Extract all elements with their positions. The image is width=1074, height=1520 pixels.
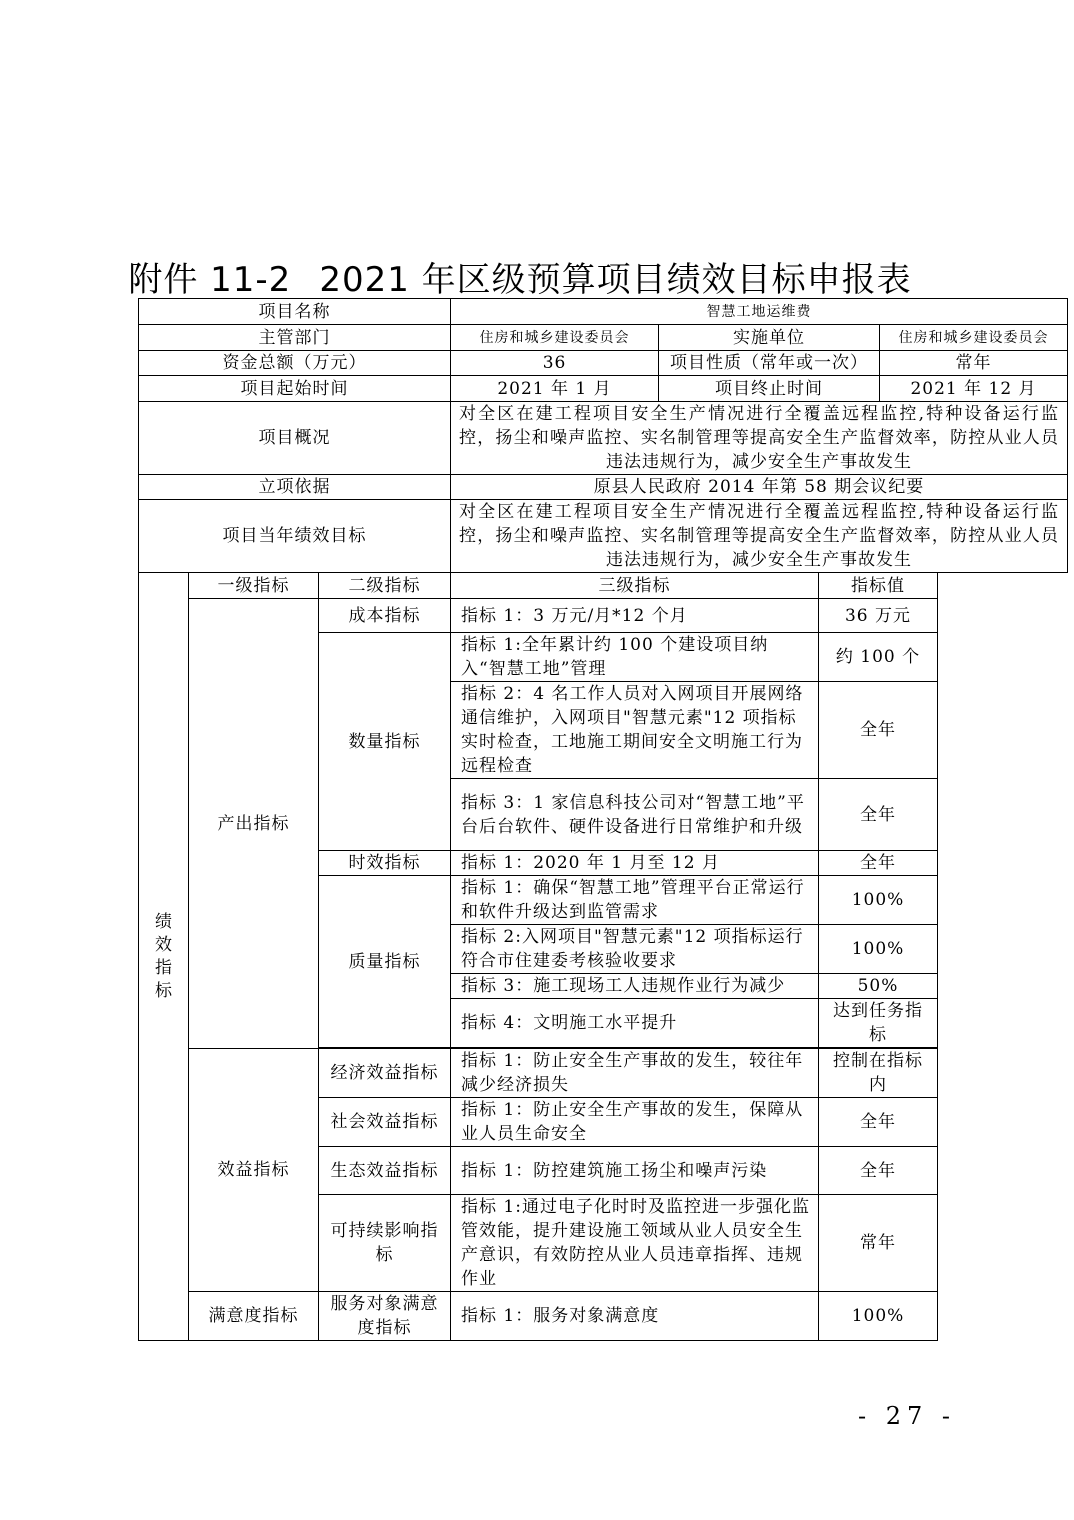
sustain-indicator: 指标 1:通过电子化时时及监控进一步强化监管效能，提升建设施工领域从业人员安全生产意识，有效防控从业人员违章指挥、违规作业 (451, 1195, 819, 1292)
fund-label: 资金总额（万元） (139, 351, 451, 376)
project-name-value: 智慧工地运维费 (451, 299, 1068, 325)
benefit-label: 效益指标 (189, 1049, 319, 1292)
quality-value-2: 100% (819, 925, 938, 974)
nature-label: 项目性质（常年或一次） (659, 351, 880, 376)
end-value: 2021 年 12 月 (880, 376, 1068, 402)
attachment-number: 附件 11-2 (128, 260, 292, 300)
basis-value: 原县人民政府 2014 年第 58 期会议纪要 (451, 475, 1068, 500)
performance-goal-form (138, 298, 1068, 573)
goal-value: 对全区在建工程项目安全生产情况进行全覆盖远程监控,特种设备运行监控，扬尘和噪声监控、实名制管理等提高安全生产监督效率，防控从业人员违法违规行为，减少安全生产事故发生 (451, 500, 1068, 573)
sustain-label: 可持续影响指标 (319, 1195, 451, 1292)
table-row (139, 351, 1068, 376)
nature-value: 常年 (880, 351, 1068, 376)
satisfaction-label: 满意度指标 (189, 1292, 319, 1341)
quality-value-4: 达到任务指标 (819, 999, 938, 1048)
table-row (139, 1049, 938, 1098)
table-row (139, 299, 1068, 325)
table-row (139, 402, 1068, 475)
quality-indicator-1: 指标 1：确保“智慧工地”管理平台正常运行和软件升级达到监管需求 (451, 876, 819, 925)
econ-label: 经济效益指标 (319, 1049, 451, 1098)
table-row (139, 376, 1068, 402)
qty-indicator-2: 指标 2：4 名工作人员对入网项目开展网络通信维护，入网项目"智慧元素"12 项指标实时检查，工地施工期间安全文明施工行为远程检查 (451, 682, 819, 779)
sustain-value: 常年 (819, 1195, 938, 1292)
quality-value-3: 50% (819, 974, 938, 999)
social-label: 社会效益指标 (319, 1098, 451, 1147)
fund-value: 36 (451, 351, 659, 376)
time-label: 时效指标 (319, 851, 451, 876)
perf-group-label (139, 573, 189, 1341)
start-value: 2021 年 1 月 (451, 376, 659, 402)
impl-value: 住房和城乡建设委员会 (880, 325, 1068, 351)
indicator-table (138, 572, 938, 1341)
econ-value: 控制在指标内 (819, 1049, 938, 1098)
table-row (139, 475, 1068, 500)
eco-indicator: 指标 1：防控建筑施工扬尘和噪声污染 (451, 1147, 819, 1195)
header-level2: 二级指标 (319, 573, 451, 599)
quality-label: 质量指标 (319, 876, 451, 1048)
cost-indicator: 指标 1：3 万元/月*12 个月 (451, 599, 819, 633)
quality-value-1: 100% (819, 876, 938, 925)
page-title (0, 252, 1040, 301)
end-label: 项目终止时间 (659, 376, 880, 402)
quality-indicator-2: 指标 2:入网项目"智慧元素"12 项指标运行符合市住建委考核验收要求 (451, 925, 819, 974)
table-row (139, 325, 1068, 351)
overview-value: 对全区在建工程项目安全生产情况进行全覆盖远程监控,特种设备运行监控，扬尘和噪声监控、实名制管理等提高安全生产监督效率，防控从业人员违法违规行为，减少安全生产事故发生 (451, 402, 1068, 475)
econ-indicator: 指标 1：防止安全生产事故的发生，较往年减少经济损失 (451, 1049, 819, 1098)
header-level3: 三级指标 (451, 573, 819, 599)
dept-value: 住房和城乡建设委员会 (451, 325, 659, 351)
project-name-label: 项目名称 (139, 299, 451, 325)
social-value: 全年 (819, 1098, 938, 1147)
time-indicator: 指标 1：2020 年 1 月至 12 月 (451, 851, 819, 876)
header-level1: 一级指标 (189, 573, 319, 599)
header-value: 指标值 (819, 573, 938, 599)
qty-value-1: 约 100 个 (819, 633, 938, 682)
table-row (139, 500, 1068, 573)
quality-indicator-4: 指标 4：文明施工水平提升 (451, 999, 819, 1048)
impl-label-left: 实施单位 (659, 325, 880, 351)
qty-value-3: 全年 (819, 779, 938, 851)
table-row (139, 599, 938, 633)
quality-indicator-3: 指标 3：施工现场工人违规作业行为减少 (451, 974, 819, 999)
service-label: 服务对象满意度指标 (319, 1292, 451, 1341)
eco-value: 全年 (819, 1147, 938, 1195)
cost-label: 成本指标 (319, 599, 451, 633)
eco-label: 生态效益指标 (319, 1147, 451, 1195)
goal-label: 项目当年绩效目标 (139, 500, 451, 573)
table-row (139, 1292, 938, 1341)
qty-label: 数量指标 (319, 633, 451, 851)
cost-value: 36 万元 (819, 599, 938, 633)
basis-label: 立项依据 (139, 475, 451, 500)
dept-label: 主管部门 (139, 325, 451, 351)
page-number: - 27 - (858, 1402, 957, 1430)
table-row (139, 573, 938, 599)
perf-group-text: 绩效指标 (155, 911, 173, 1001)
qty-indicator-3: 指标 3：1 家信息科技公司对“智慧工地”平台后台软件、硬件设备进行日常维护和升级 (451, 779, 819, 851)
service-value: 100% (819, 1292, 938, 1341)
social-indicator: 指标 1：防止安全生产事故的发生，保障从业人员生命安全 (451, 1098, 819, 1147)
qty-value-2: 全年 (819, 682, 938, 779)
time-value: 全年 (819, 851, 938, 876)
output-label: 产出指标 (189, 599, 319, 1049)
service-indicator: 指标 1：服务对象满意度 (451, 1292, 819, 1341)
overview-label: 项目概况 (139, 402, 451, 475)
form-title: 2021 年区级预算项目绩效目标申报表 (319, 260, 912, 300)
start-label: 项目起始时间 (139, 376, 451, 402)
qty-indicator-1: 指标 1:全年累计约 100 个建设项目纳入“智慧工地”管理 (451, 633, 819, 682)
